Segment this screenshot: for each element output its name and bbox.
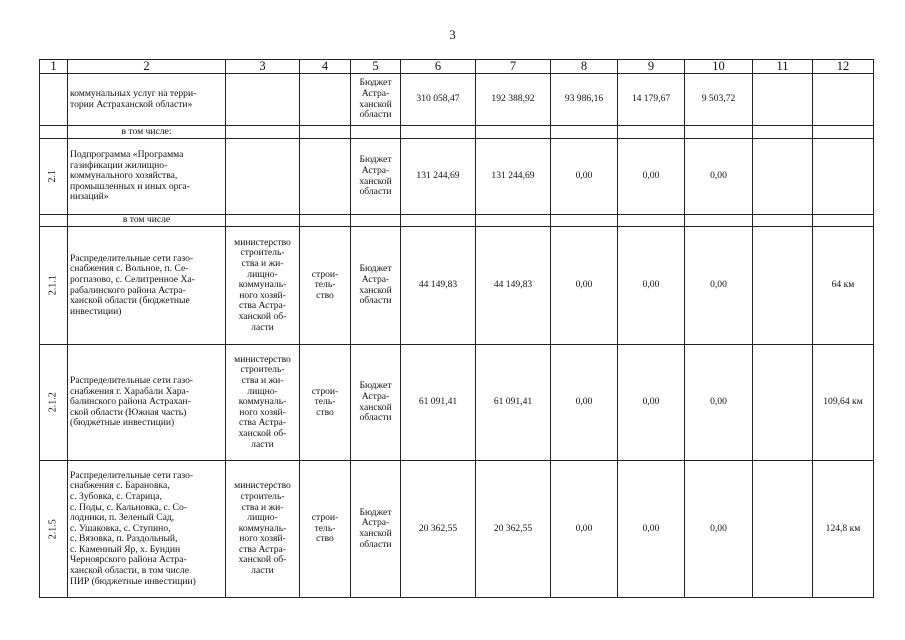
amount-year-3: 0,00	[618, 345, 685, 461]
empty-cell	[401, 215, 476, 227]
empty-cell	[551, 126, 618, 139]
amount-year-3: 0,00	[618, 139, 685, 215]
column-11	[753, 139, 813, 215]
header-cell: 10	[685, 60, 753, 74]
subtotal-label-row	[40, 126, 874, 139]
empty-cell	[351, 215, 401, 227]
subtotal-label-row	[40, 215, 874, 227]
amount-year-2: 93 986,16	[551, 74, 618, 126]
header-cell: 7	[476, 60, 551, 74]
empty-cell	[476, 215, 551, 227]
item-name: Распределительные сети газо- снабжения г. Харабали Хара- балинского района Астрахан- ской области (Южная часть) (бюджетные инвестиции)	[68, 345, 226, 461]
funding-source: Бюджет Астра- ханской области	[351, 345, 401, 461]
header-cell: 8	[551, 60, 618, 74]
capacity	[813, 139, 874, 215]
row-number	[40, 345, 68, 461]
funding-source: Бюджет Астра- ханской области	[351, 74, 401, 126]
header-cell: 11	[753, 60, 813, 74]
funding-source: Бюджет Астра- ханской области	[351, 461, 401, 598]
empty-cell	[300, 215, 351, 227]
amount-year-1: 20 362,55	[476, 461, 551, 598]
header-cell: 4	[300, 60, 351, 74]
item-name: Подпрограмма «Программа газификации жилищно- коммунального хозяйства, промышленных и иных орга- низаций»	[68, 139, 226, 215]
page-number: 3	[449, 27, 456, 42]
subsection-label: в том числе	[68, 215, 226, 227]
empty-cell	[753, 126, 813, 139]
row-number	[40, 126, 68, 139]
total-amount: 44 149,83	[401, 227, 476, 345]
item-name: Распределительные сети газо- снабжения с. Вольное, п. Се- рогпазово, с. Селитренное Ха- рабалинского района Астра- ханской области (бюджетные инвестиции)	[68, 227, 226, 345]
amount-year-2: 0,00	[551, 345, 618, 461]
amount-year-4: 0,00	[685, 139, 753, 215]
empty-cell	[813, 215, 874, 227]
empty-cell	[551, 215, 618, 227]
item-name: коммунальных услуг на терри- тории Астраханской области»	[68, 74, 226, 126]
executor	[226, 139, 300, 215]
empty-cell	[226, 126, 300, 139]
amount-year-4: 9 503,72	[685, 74, 753, 126]
amount-year-4: 0,00	[685, 227, 753, 345]
capacity	[813, 74, 874, 126]
amount-year-2: 0,00	[551, 461, 618, 598]
capacity: 124,8 км	[813, 461, 874, 598]
row-number-text: 2.1	[47, 170, 59, 183]
funding-source: Бюджет Астра- ханской области	[351, 139, 401, 215]
header-cell: 1	[40, 60, 68, 74]
table-row	[40, 74, 874, 126]
amount-year-2: 0,00	[551, 139, 618, 215]
funding-source: Бюджет Астра- ханской области	[351, 227, 401, 345]
capacity: 64 км	[813, 227, 874, 345]
executor: министерство строитель- ства и жи- лищно- коммуналь- ного хозяй- ства Астра- ханской об- ласти	[226, 345, 300, 461]
amount-year-3: 0,00	[618, 461, 685, 598]
table-row	[40, 139, 874, 215]
amount-year-1: 44 149,83	[476, 227, 551, 345]
empty-cell	[618, 126, 685, 139]
table-row	[40, 461, 874, 598]
row-number	[40, 139, 68, 215]
total-amount: 61 091,41	[401, 345, 476, 461]
row-number-text: 2.1.5	[47, 519, 59, 539]
total-amount: 131 244,69	[401, 139, 476, 215]
header-cell: 2	[68, 60, 226, 74]
header-cell: 6	[401, 60, 476, 74]
column-11	[753, 227, 813, 345]
column-11	[753, 74, 813, 126]
executor: министерство строитель- ства и жи- лищно- коммуналь- ного хозяй- ства Астра- ханской об- ласти	[226, 227, 300, 345]
table-row	[40, 345, 874, 461]
row-number	[40, 227, 68, 345]
amount-year-2: 0,00	[551, 227, 618, 345]
column-11	[753, 461, 813, 598]
header-row	[40, 60, 874, 74]
column-11	[753, 345, 813, 461]
executor: министерство строитель- ства и жи- лищно- коммуналь- ного хозяй- ства Астра- ханской об- ласти	[226, 461, 300, 598]
amount-year-4: 0,00	[685, 461, 753, 598]
row-number	[40, 215, 68, 227]
row-number	[40, 74, 68, 126]
empty-cell	[300, 126, 351, 139]
program-table	[39, 59, 874, 598]
header-cell: 12	[813, 60, 874, 74]
amount-year-1: 192 388,92	[476, 74, 551, 126]
executor	[226, 74, 300, 126]
capacity: 109,64 км	[813, 345, 874, 461]
empty-cell	[226, 215, 300, 227]
work-type	[300, 139, 351, 215]
empty-cell	[618, 215, 685, 227]
work-type: строи- тель- ство	[300, 227, 351, 345]
header-cell: 5	[351, 60, 401, 74]
amount-year-3: 14 179,67	[618, 74, 685, 126]
work-type: строи- тель- ство	[300, 461, 351, 598]
row-number-text: 2.1.1	[47, 275, 59, 296]
header-cell: 3	[226, 60, 300, 74]
empty-cell	[401, 126, 476, 139]
row-number-text: 2.1.2	[47, 392, 59, 413]
empty-cell	[813, 126, 874, 139]
amount-year-1: 131 244,69	[476, 139, 551, 215]
total-amount: 20 362,55	[401, 461, 476, 598]
work-type: строи- тель- ство	[300, 345, 351, 461]
empty-cell	[685, 126, 753, 139]
empty-cell	[476, 126, 551, 139]
amount-year-1: 61 091,41	[476, 345, 551, 461]
header-cell: 9	[618, 60, 685, 74]
subsection-label: в том числе:	[68, 126, 226, 139]
empty-cell	[753, 215, 813, 227]
table-row	[40, 227, 874, 345]
work-type	[300, 74, 351, 126]
amount-year-4: 0,00	[685, 345, 753, 461]
item-name: Распределительные сети газо- снабжения с. Барановка, с. Зубовка, с. Старица, с. Поды, с. Кальновка, с. Со- лодники, п. Зеленый Сад, с. Ушаковка, с. Ступино, с. Вязовка, п. Раздольный, с. Каменный Яр, х. Бундин Черноярского района Астра- ханской области, в том числе ПИР (бюджетные инвестиции)	[68, 461, 226, 598]
empty-cell	[351, 126, 401, 139]
total-amount: 310 058,47	[401, 74, 476, 126]
empty-cell	[685, 215, 753, 227]
amount-year-3: 0,00	[618, 227, 685, 345]
row-number	[40, 461, 68, 598]
